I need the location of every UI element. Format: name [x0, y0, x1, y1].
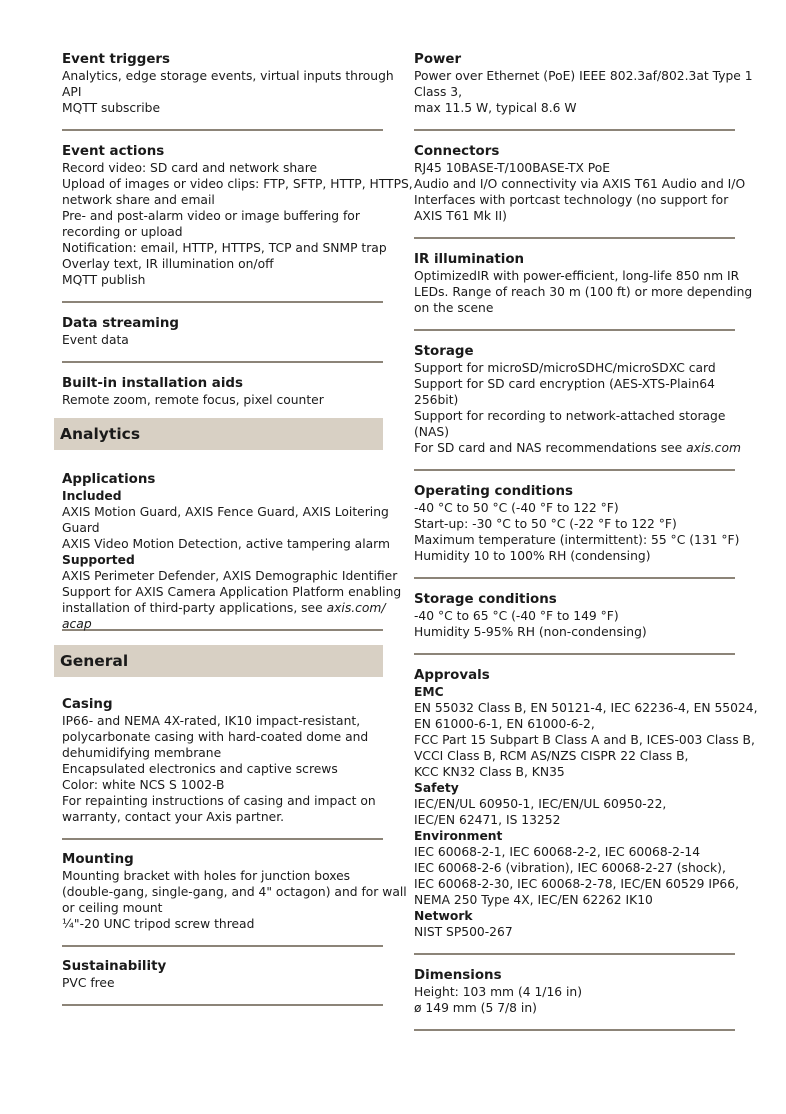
text-line: AXIS T61 Mk II): [414, 209, 507, 223]
text-line: Power over Ethernet (PoE) IEEE 802.3af/802.3at Type 1: [414, 69, 753, 83]
connectors-section: [414, 144, 746, 239]
text-line: Guard: [62, 521, 100, 535]
axis-link[interactable]: axis.com: [686, 441, 741, 455]
text-line: API: [62, 85, 82, 99]
text-line: Upload of images or video clips: FTP, SFTP, HTTP, HTTPS,: [62, 177, 413, 191]
text-line: Pre- and post-alarm video or image buffering for: [62, 209, 360, 223]
section-title: Event actions: [62, 144, 165, 159]
text-line: Mounting bracket with holes for junction boxes: [62, 869, 351, 883]
text-line: Maximum temperature (intermittent): 55 °C (131 °F): [414, 533, 740, 547]
text-line: OptimizedIR with power-efficient, long-life 850 nm IR: [414, 269, 740, 283]
general-banner: General: [54, 645, 383, 677]
text-line: FCC Part 15 Subpart B Class A and B, ICES-003 Class B,: [414, 733, 755, 747]
text-line: IEC 60068-2-6 (vibration), IEC 60068-2-27 (shock),: [414, 861, 726, 875]
text-line: IEC/EN 62471, IS 13252: [414, 813, 561, 827]
text-line: recording or upload: [62, 225, 183, 239]
text-line: VCCI Class B, RCM AS/NZS CISPR 22 Class B,: [414, 749, 689, 763]
text-line: IP66- and NEMA 4X-rated, IK10 impact-resistant,: [62, 714, 361, 728]
text-line: AXIS Motion Guard, AXIS Fence Guard, AXIS Loitering: [62, 505, 389, 519]
text-line: For SD card and NAS recommendations see axis.com: [414, 441, 741, 455]
text-line: Class 3,: [414, 85, 462, 99]
subheading-network: Network: [414, 909, 473, 923]
text-line: [62, 616, 383, 632]
section-title: Approvals: [414, 668, 490, 683]
section-title: Built-in installation aids: [62, 376, 243, 391]
text-line: ø 149 mm (5 7/8 in): [414, 1001, 537, 1015]
text-line: Humidity 10 to 100% RH (condensing): [414, 549, 651, 563]
text-line: IEC/EN/UL 60950-1, IEC/EN/UL 60950-22,: [414, 797, 667, 811]
section-title: Connectors: [414, 144, 500, 159]
event-triggers-section: [62, 52, 394, 131]
text-line: warranty, contact your Axis partner.: [62, 810, 285, 824]
sustainability-section: [62, 959, 383, 1006]
text-line: network share and email: [62, 193, 215, 207]
storage-section: [414, 344, 741, 471]
text-line: ¼"-20 UNC tripod screw thread: [62, 917, 255, 931]
text-line: Encapsulated electronics and captive screws: [62, 762, 338, 776]
section-title: Storage conditions: [414, 592, 557, 607]
installation-aids-section: [62, 376, 383, 418]
power-section: [414, 52, 753, 131]
subheading-supported: Supported: [62, 553, 135, 567]
analytics-banner: Analytics: [54, 418, 383, 450]
text-line: Support for recording to network-attached storage: [414, 409, 726, 423]
text-line: Event data: [62, 333, 129, 347]
casing-section: [62, 697, 383, 840]
text-line: Height: 103 mm (4 1/16 in): [414, 985, 583, 999]
section-title: Data streaming: [62, 316, 180, 331]
text-line: IEC 60068-2-1, IEC 60068-2-2, IEC 60068-2-14: [414, 845, 701, 859]
text-line: NEMA 250 Type 4X, IEC/EN 62262 IK10: [414, 893, 653, 907]
text-line: For repainting instructions of casing and impact on: [62, 794, 376, 808]
section-title: Dimensions: [414, 968, 502, 983]
text-line: Record video: SD card and network share: [62, 161, 318, 175]
text-line: Support for SD card encryption (AES-XTS-Plain64: [414, 377, 715, 391]
subheading-emc: EMC: [414, 685, 444, 699]
text-line: Remote zoom, remote focus, pixel counter: [62, 393, 324, 407]
text-line: on the scene: [414, 301, 494, 315]
data-streaming-section: [62, 316, 383, 363]
section-title: IR illumination: [414, 252, 525, 267]
subheading-environment: Environment: [414, 829, 503, 843]
text-line: NIST SP500-267: [414, 925, 513, 939]
left-column: [60, 52, 413, 1006]
section-title: Event triggers: [62, 52, 170, 67]
storage-conditions-section: [414, 592, 735, 655]
text-line: Interfaces with portcast technology (no support for: [414, 193, 729, 207]
text-line: LEDs. Range of reach 30 m (100 ft) or more depending: [414, 285, 753, 299]
section-title: Sustainability: [62, 959, 167, 974]
operating-conditions-section: [414, 484, 740, 579]
section-title: Storage: [414, 344, 474, 359]
text-line: Start-up: -30 °C to 50 °C (-22 °F to 122 °F): [414, 517, 677, 531]
text-line: MQTT publish: [62, 273, 146, 287]
section-title: Operating conditions: [414, 484, 574, 499]
text-line: max 11.5 W, typical 8.6 W: [414, 101, 577, 115]
text-line: EN 61000-6-1, EN 61000-6-2,: [414, 717, 595, 731]
text-line: Support for AXIS Camera Application Platform enabling: [62, 585, 402, 599]
text-line: PVC free: [62, 976, 115, 990]
text-line: Support for microSD/microSDHC/microSDXC card: [414, 361, 716, 375]
mounting-section: [62, 852, 407, 947]
text-line: installation of third-party applications, see axis.com/: [62, 601, 386, 615]
text-line: Overlay text, IR illumination on/off: [62, 257, 274, 271]
text-line: Color: white NCS S 1002-B: [62, 778, 225, 792]
section-title: Casing: [62, 697, 113, 712]
section-title: Mounting: [62, 852, 134, 867]
acap-link[interactable]: axis.com/: [326, 601, 386, 615]
acap-link-continued[interactable]: acap: [62, 617, 92, 631]
text-line: AXIS Perimeter Defender, AXIS Demographic Identifier: [62, 569, 398, 583]
text-line: 256bit): [414, 393, 459, 407]
subheading-safety: Safety: [414, 781, 459, 795]
right-column: [414, 52, 758, 1031]
text-line: Notification: email, HTTP, HTTPS, TCP and SNMP trap: [62, 241, 387, 255]
text-line: -40 °C to 65 °C (-40 °F to 149 °F): [414, 609, 619, 623]
text-line: IEC 60068-2-30, IEC 60068-2-78, IEC/EN 60529 IP66,: [414, 877, 739, 891]
approvals-section: [414, 668, 758, 955]
ir-illumination-section: [414, 252, 753, 331]
dimensions-section: [414, 968, 735, 1031]
section-title: Applications: [62, 472, 156, 487]
event-actions-section: [62, 144, 413, 303]
text-line: (NAS): [414, 425, 450, 439]
text-line: (double-gang, single-gang, and 4" octagon) and for wall: [62, 885, 407, 899]
applications-section: [62, 472, 402, 631]
text-line: -40 °C to 50 °C (-40 °F to 122 °F): [414, 501, 619, 515]
subheading-included: Included: [62, 489, 122, 503]
text-line: RJ45 10BASE-T/100BASE-TX PoE: [414, 161, 611, 175]
text-line: Analytics, edge storage events, virtual inputs through: [62, 69, 394, 83]
section-title: Power: [414, 52, 462, 67]
text-line: polycarbonate casing with hard-coated dome and: [62, 730, 369, 744]
text-line: or ceiling mount: [62, 901, 163, 915]
text-line: dehumidifying membrane: [62, 746, 222, 760]
text-line: MQTT subscribe: [62, 101, 161, 115]
text-line: KCC KN32 Class B, KN35: [414, 765, 565, 779]
text-line: Humidity 5-95% RH (non-condensing): [414, 625, 647, 639]
text-line: Audio and I/O connectivity via AXIS T61 Audio and I/O: [414, 177, 746, 191]
text-line: EN 55032 Class B, EN 50121-4, IEC 62236-4, EN 55024,: [414, 701, 758, 715]
text-line: AXIS Video Motion Detection, active tampering alarm: [62, 537, 390, 551]
